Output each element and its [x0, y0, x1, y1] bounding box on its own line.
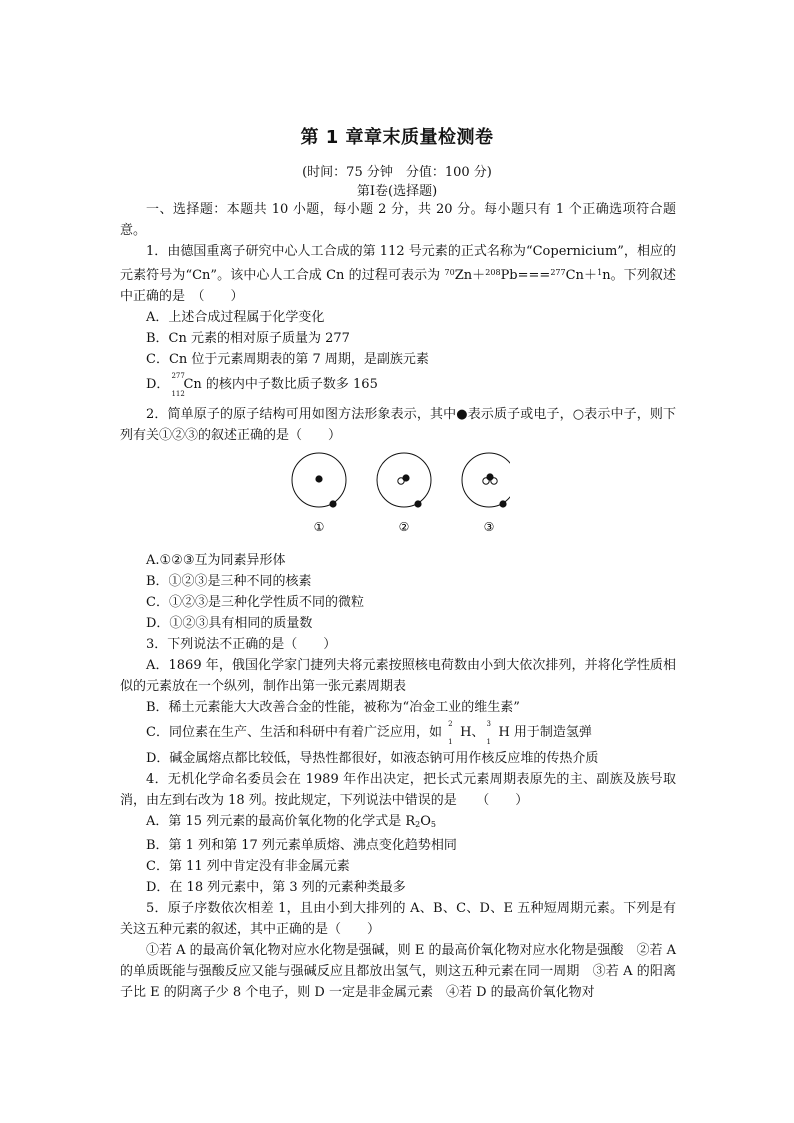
- time-info: (时间：75 分钟 分值：100 分): [302, 165, 492, 180]
- q1-sup-1: 70: [444, 268, 455, 277]
- q4-option-a: [120, 811, 676, 835]
- q1-text-2: Pb===: [500, 268, 551, 283]
- atom-2-electron: [414, 500, 421, 507]
- q2-option-c: C．①②③是三种化学性质不同的微粒: [146, 595, 364, 610]
- q4-option-b: B．第 1 列和第 17 列元素单质熔、沸点变化趋势相同: [146, 838, 457, 853]
- q3-c-iso2-mass: 3: [486, 719, 491, 728]
- q4-a-sub-2: 5: [430, 820, 436, 829]
- q4-a-sub-1: 2: [415, 820, 421, 829]
- q1-option-d: [120, 370, 676, 400]
- atom-diagram-svg: [290, 450, 510, 540]
- q3-c-isotope-2: [484, 720, 498, 746]
- question-content: [120, 199, 676, 1003]
- q4-option-c: C．第 11 列中肯定没有非金属元素: [146, 859, 350, 874]
- q3-c-iso2-number: 1: [486, 737, 491, 746]
- question-5-stem: 5．原子序数依次相差 1，且由小到大排列的 A、B、C、D、E 五种短周期元素。下列是有关这五种元素的叙述，其中正确的是（ ）: [120, 901, 676, 937]
- atom-1-electron: [329, 500, 336, 507]
- q1-text-3: Cn＋: [565, 268, 598, 283]
- q4-option-d: D．在 18 列元素中，第 3 列的元素种类最多: [146, 880, 406, 895]
- q1-option-a: A．上述合成过程属于化学变化: [146, 310, 325, 325]
- atom-label-1: ①: [313, 520, 325, 534]
- atom-3-electron: [499, 500, 506, 507]
- q3-c-text-b: H 用于制造氢弹: [498, 725, 592, 740]
- q1-d-text: Cn 的核内中子数比质子数多 165: [183, 377, 378, 392]
- question-2-stem: 2．简单原子的原子结构可用如图方法形象表示，其中●表示质子或电子，○表示中子，则下列有关①②③的叙述正确的是（ ）: [120, 407, 676, 443]
- atom-1-proton: [315, 475, 322, 482]
- q3-option-b: B．稀土元素能大大改善合金的性能，被称为“冶金工业的维生素”: [146, 700, 520, 715]
- q2-option-a: A.①②③互为同素异形体: [146, 553, 286, 568]
- question-1-stem: [120, 241, 676, 307]
- q1-option-c: C．Cn 位于元素周期表的第 7 周期，是副族元素: [146, 352, 429, 367]
- question-3-stem: 3．下列说法不正确的是（ ）: [146, 637, 337, 652]
- q1-text-1: Zn＋: [454, 268, 486, 283]
- q1-text-4: n。下列叙述中正确的是 （ ）: [120, 268, 677, 304]
- question-4-stem: 4．无机化学命名委员会在 1989 年作出决定，把长式元素周期表原先的主、副族及族号取消，由左到右改为 18 列。按此规定，下列说法中错误的是 （ ）: [120, 772, 676, 808]
- q3-option-c: [120, 718, 676, 748]
- q1-d-number: 112: [171, 389, 185, 398]
- q1-d-isotope: [169, 372, 183, 398]
- atom-2-proton: [402, 474, 409, 481]
- q1-d-mass: 277: [171, 371, 185, 380]
- page-title: 第 1 章章末质量检测卷: [300, 127, 494, 148]
- q2-option-d: D．①②③具有相同的质量数: [146, 616, 313, 631]
- q2-option-b: B．①②③是三种不同的核素: [146, 574, 312, 589]
- q1-text-a: 1．由德国重离子研究中心人工合成的第 112 号元素的正式名称为“Copernicium”，相应的元素符号为“Cn”。该中心人工合成 Cn 的过程可表示为: [120, 244, 676, 283]
- q5-statements: ①若 A 的最高价氧化物对应水化物是强碱，则 E 的最高价氧化物对应水化物是强酸 ②若 A 的单质既能与强酸反应又能与强碱反应且都放出氢气，则这五种元素在同一周期 ③若 A 的阳离子比 E 的阴离子少 8 个电子，则 D 一定是非金属元素 ④若 D 的最高价氧化物对: [120, 943, 676, 1000]
- q1-option-b: B．Cn 元素的相对原子质量为 277: [146, 331, 350, 346]
- q1-d-prefix: D．: [146, 377, 170, 392]
- q1-sup-4: 1: [597, 268, 603, 277]
- atom-3-proton: [486, 473, 493, 480]
- q1-sup-3: 277: [550, 268, 566, 277]
- q3-option-d: D．碱金属熔点都比较低，导热性都很好，如液态钠可用作核反应堆的传热介质: [146, 751, 599, 766]
- q1-sup-2: 208: [485, 268, 501, 277]
- q3-c-iso1-symbol: H、: [460, 725, 485, 740]
- q3-c-iso1-mass: 2: [448, 719, 453, 728]
- q4-a-oxygen: O: [420, 814, 431, 829]
- q3-option-a: A．1869 年，俄国化学家门捷列夫将元素按照核电荷数由小到大依次排列，并将化学性质相似的元素放在一个纵列，制作出第一张元素周期表: [120, 658, 676, 694]
- q3-c-iso1-number: 1: [448, 737, 453, 746]
- atom-label-2: ②: [398, 520, 410, 534]
- atom-label-3: ③: [483, 520, 495, 534]
- atom-diagram: [120, 446, 676, 550]
- q4-a-text: A．第 15 列元素的最高价氧化物的化学式是 R: [146, 814, 416, 829]
- q3-c-isotope-1: [446, 720, 460, 746]
- q3-c-text-a: C．同位素在生产、生活和科研中有着广泛应用，如: [146, 725, 447, 740]
- section-heading: 一、选择题：本题共 10 小题，每小题 2 分，共 20 分。每小题只有 1 个正确选项符合题意。: [120, 202, 676, 238]
- volume-heading: 第Ⅰ卷(选择题): [356, 184, 438, 199]
